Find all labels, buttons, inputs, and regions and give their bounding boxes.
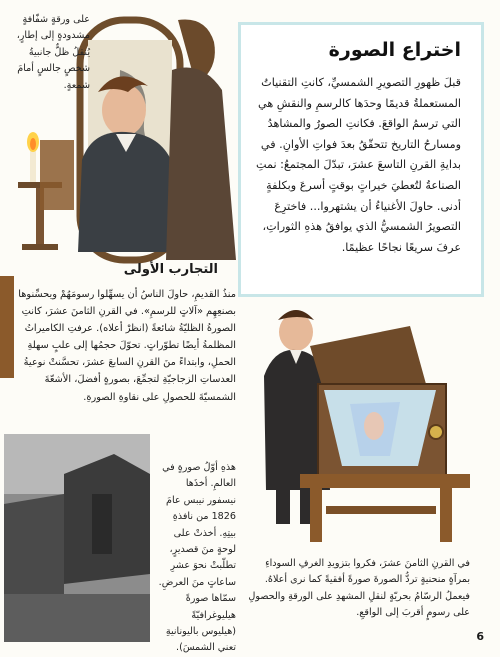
caption-camera-obscura: في القرنِ الثامنَ عشرَ، فكروا بتزويدِ الغرفِ السوداءِ بمرآةٍ منحنيةٍ تردُّ الصورةَ صورةً أفقيةً كما نرى أعلاهُ. فيعملُ الرسّامُ بحريّةٍ لنقلِ المشهدِ على الورقةِ والحصولِ على رسومٍ أقربَ إلى الواقعِ.	[248, 558, 470, 619]
caption-first-photo: هذهِ أوّلُ صورةٍ في العالمِ. أخذَها نيسفور نيبس عامَ 1826 من نافذةِ بيتِهِ. أخذتْ على لوحةٍ منَ قصديرٍ، تطلّبتْ نحوَ عشرِ ساعاتٍ منَ العرضِ. سمّاها صورةً هيليوغرافيّةً (هيليوس باليونانيةِ تعني الشمسَ).	[158, 462, 236, 654]
first-photograph-image	[4, 434, 150, 642]
page-title: اختراع الصورة	[328, 39, 461, 61]
page-number: 6	[476, 630, 484, 643]
caption-silhouette: على ورقةٍ شفّافةٍ مشدودةٍ إلى إطارٍ، يُنقلُ ظلٌّ جانبيةُ شخصٍ جالسٍ أمامَ شمعةٍ.	[16, 14, 90, 91]
intro-text: قبلَ ظهورِ التصويرِ الشمسيِّ، كانتِ التقنياتُ المستعملةُ قديمًا وحدَها كالرسمِ والنقشِ هي التي ترسمُ الواقعَ. فكانتِ الصورُ والمشاهدُ ومسارحُ التاريخ تتحقّقُ بعدَ فواتِ الأوانِ. في بدايةِ القرنِ التاسعَ عشرَ، تبدّلَ المجتمعُ: نمتِ الصناعةُ لتُعطيَ خيراتٍ بوقتٍ أسرعَ وبكلفةٍ أدنى. حاولَ الأغنياءُ أن يشتهروا... فاخترِعَ التصويرُ الشمسيُّ الذي يوافقُ هذهِ الثوراتِ، عرفَ سريعًا نجاحًا عظيمًا.	[255, 76, 461, 254]
camera-obscura-illustration	[240, 306, 472, 546]
left-edge-strip	[0, 276, 14, 378]
intro-box	[238, 22, 484, 297]
first-photograph	[4, 434, 150, 642]
section-body: منذُ القديمِ، حاولَ الناسُ أن يسهِّلوا رسومَهُمْ ويحسِّنوها بصنعِهِم «آلاتٍ للرسمِ». في القرنِ الثامنَ عشرَ، كانتِ الصورةُ الظليّةُ شائعةً (انظرْ أعلاه). عرفتِ الكاميراتُ المظلمةُ أيضًا تطوّراتٍ. تحوّلَ حجمُها إلى علبٍ سهلةِ الحملِ، وابتداءً منَ القرنِ السابعَ عشرَ، تحسَّنتْ نوعيةُ العدساتِ الزجاجيّةِ لتجمِّعَ، بصورةٍ أفضلَ، الأشعّةَ الشمسيّةَ للحصولِ على نقاوةِ الصورةِ.	[18, 289, 236, 403]
section-heading: التجارب الأولى	[123, 262, 218, 277]
